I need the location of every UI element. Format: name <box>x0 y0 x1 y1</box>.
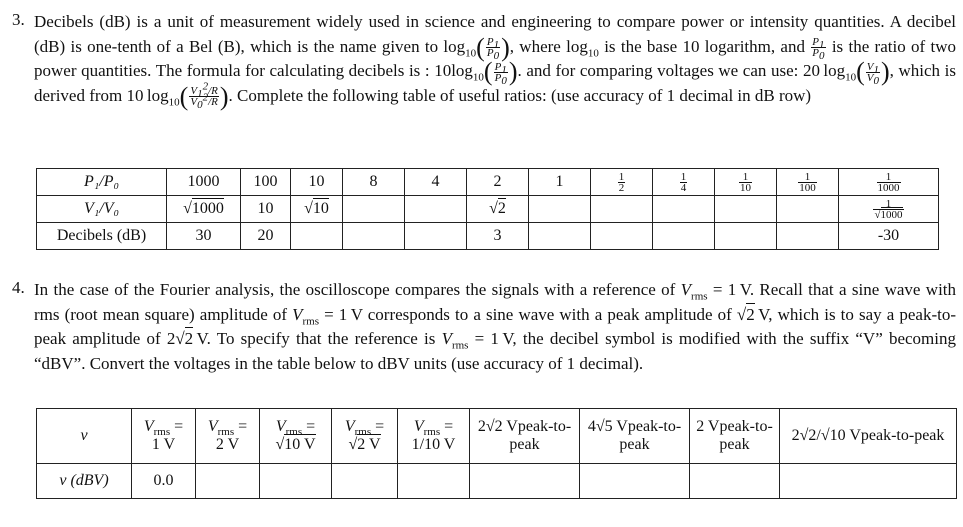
question-3-text: Decibels (dB) is a unit of measurement widely used in science and engineering to compare power or intensity quantities. A decibel (dB) is one-tenth of a Bel (B), which is the name given to $\log_{10}$( $\frac{P_1}{P_0}$ ), where $\log_{10}$ is the base 10 logarithm, and $\frac{P_1}{P_0}$ is the ratio of two power quantities. The formula for calculating decibels is : $10\log_{10}$( $\frac{P_1}{P_0}$ ). and for comparing voltages we can use: 20 $\log_{10}$( $\frac{V_1}{V_0}$ ), which is derived from 10 $\log_{10}$( $\frac{V_1^2/R}{V_0^2/R}$ ). Complete the following table of useful ratios: (use accuracy of 1 decimal in dB row) <box>34 12 956 112</box>
dbv-cell[interactable] <box>398 464 470 499</box>
question-4-number: 4. <box>12 278 25 297</box>
voltage-cell: √10 <box>291 196 343 223</box>
dbv-row <box>37 464 957 499</box>
q3-voltage-text: and for comparing voltages we can use: <box>526 61 799 81</box>
dbv-table <box>36 408 957 499</box>
db-cell[interactable] <box>777 223 839 250</box>
dbv-cell[interactable] <box>690 464 780 499</box>
q3-intro: Decibels (dB) is a unit of measurement widely used in science and engineering to compare power or intensity quantities. A decibel (dB) is one-tenth of a Bel (B), which is the name given to <box>34 12 956 56</box>
q4-text-c: corresponds to a sine wave with a peak amplitude of <box>367 304 732 324</box>
q3-where: , where <box>509 36 561 56</box>
voltage-cell[interactable] <box>715 196 777 223</box>
power-cell: 100 <box>241 169 291 196</box>
q4-text-f: , the decibel symbol is modified with the suffix “V” becoming “dBV”. Convert the voltages in the table below to dBV units (use accuracy of 1 decimal). <box>34 329 956 373</box>
power-ratio-label: P₁/P₀ <box>37 169 167 196</box>
db-cell: -30 <box>839 223 939 250</box>
dbv-label: v (dBV) <box>37 464 132 499</box>
power-cell: $\frac{1}{2}$ <box>591 169 653 196</box>
dbv-cell[interactable] <box>470 464 580 499</box>
db-cell: 3 <box>467 223 529 250</box>
voltage-cell[interactable] <box>529 196 591 223</box>
peak-to-peak-cell: 2√2 Vpeak-to-peak <box>470 409 580 464</box>
power-cell: 4 <box>405 169 467 196</box>
q3-derived-text: , which is derived from <box>34 61 956 105</box>
ratios-table <box>36 168 939 250</box>
dbv-cell[interactable] <box>580 464 690 499</box>
power-cell: 10 <box>291 169 343 196</box>
power-cell: $\frac{1}{10}$ <box>715 169 777 196</box>
question-4-text: In the case of the Fourier analysis, the oscilloscope compares the signals with a reference of $V_{rms} = 1$ V. Recall that a sine wave with rms (root mean square) amplitude of $V_{rms} = 1$ V corresponds to a sine wave with a peak amplitude of √2 V, which is to say a peak-to-peak amplitude of 2√2 V. To specify that the reference is $V_{rms} = 1$ V, the decibel symbol is modified with the suffix “V” becoming “dBV”. Convert the voltages in the table below to dBV units (use accuracy of 1 decimal). <box>34 280 957 373</box>
power-cell: $\frac{1}{1000}$ <box>839 169 939 196</box>
db-cell[interactable] <box>715 223 777 250</box>
db-cell[interactable] <box>529 223 591 250</box>
vrms-cell: $V_{rms}$ = 2 V <box>196 409 260 464</box>
voltage-cell[interactable] <box>653 196 715 223</box>
peak-to-peak-cell: 2√2/√10 Vpeak-to-peak <box>780 409 957 464</box>
q4-text-a: In the case of the Fourier analysis, the oscilloscope compares the signals with a reference of <box>34 280 676 299</box>
db-cell[interactable] <box>405 223 467 250</box>
peak-to-peak-cell: 2 Vpeak-to-peak <box>690 409 780 464</box>
voltage-cell[interactable] <box>343 196 405 223</box>
voltage-row <box>37 409 957 464</box>
decibels-row <box>37 223 939 250</box>
voltage-cell: $\frac{1}{√1000}$ <box>839 196 939 223</box>
q4-text-b: . Recall that a sine wave with rms (root mean square) amplitude of <box>34 280 957 324</box>
power-cell: 2 <box>467 169 529 196</box>
dbv-cell[interactable] <box>196 464 260 499</box>
power-cell: 1 <box>529 169 591 196</box>
q4-text-e: . To specify that the reference is <box>206 329 436 349</box>
voltage-cell: √2 <box>467 196 529 223</box>
q3-base-text: is the base 10 logarithm, and <box>604 36 805 56</box>
q3-ratio-text: is the ratio of two power quantities. The formula for calculating decibels is : <box>34 36 956 81</box>
voltage-ratio-label: V₁/V₀ <box>37 196 167 223</box>
db-cell: 30 <box>167 223 241 250</box>
power-cell: $\frac{1}{100}$ <box>777 169 839 196</box>
voltage-cell: √1000 <box>167 196 241 223</box>
db-cell[interactable] <box>291 223 343 250</box>
dbv-cell: 0.0 <box>132 464 196 499</box>
vrms-cell: $V_{rms}$ = 1/10 V <box>398 409 470 464</box>
dbv-cell[interactable] <box>780 464 957 499</box>
power-cell: 8 <box>343 169 405 196</box>
voltage-label: v <box>37 409 132 464</box>
vrms-cell: $V_{rms}$ = √10 V <box>260 409 332 464</box>
power-ratio-row <box>37 169 939 196</box>
voltage-cell: 10 <box>241 196 291 223</box>
dbv-cell[interactable] <box>260 464 332 499</box>
q4-text-d: , which is to say a peak-to-peak amplitude of <box>34 304 957 349</box>
db-cell[interactable] <box>343 223 405 250</box>
vrms-cell: $V_{rms}$ = 1 V <box>132 409 196 464</box>
db-cell[interactable] <box>653 223 715 250</box>
power-cell: $\frac{1}{4}$ <box>653 169 715 196</box>
db-cell: 20 <box>241 223 291 250</box>
peak-to-peak-cell: 4√5 Vpeak-to-peak <box>580 409 690 464</box>
voltage-ratio-row <box>37 196 939 223</box>
vrms-cell: $V_{rms}$ = √2 V <box>332 409 398 464</box>
voltage-cell[interactable] <box>591 196 653 223</box>
db-cell[interactable] <box>591 223 653 250</box>
dbv-cell[interactable] <box>332 464 398 499</box>
voltage-cell[interactable] <box>777 196 839 223</box>
decibels-label: Decibels (dB) <box>37 223 167 250</box>
question-3-number: 3. <box>12 10 25 29</box>
voltage-cell[interactable] <box>405 196 467 223</box>
power-cell: 1000 <box>167 169 241 196</box>
q3-complete-text: . Complete the following table of useful ratios: (use accuracy of 1 decimal in dB row) <box>228 85 812 105</box>
